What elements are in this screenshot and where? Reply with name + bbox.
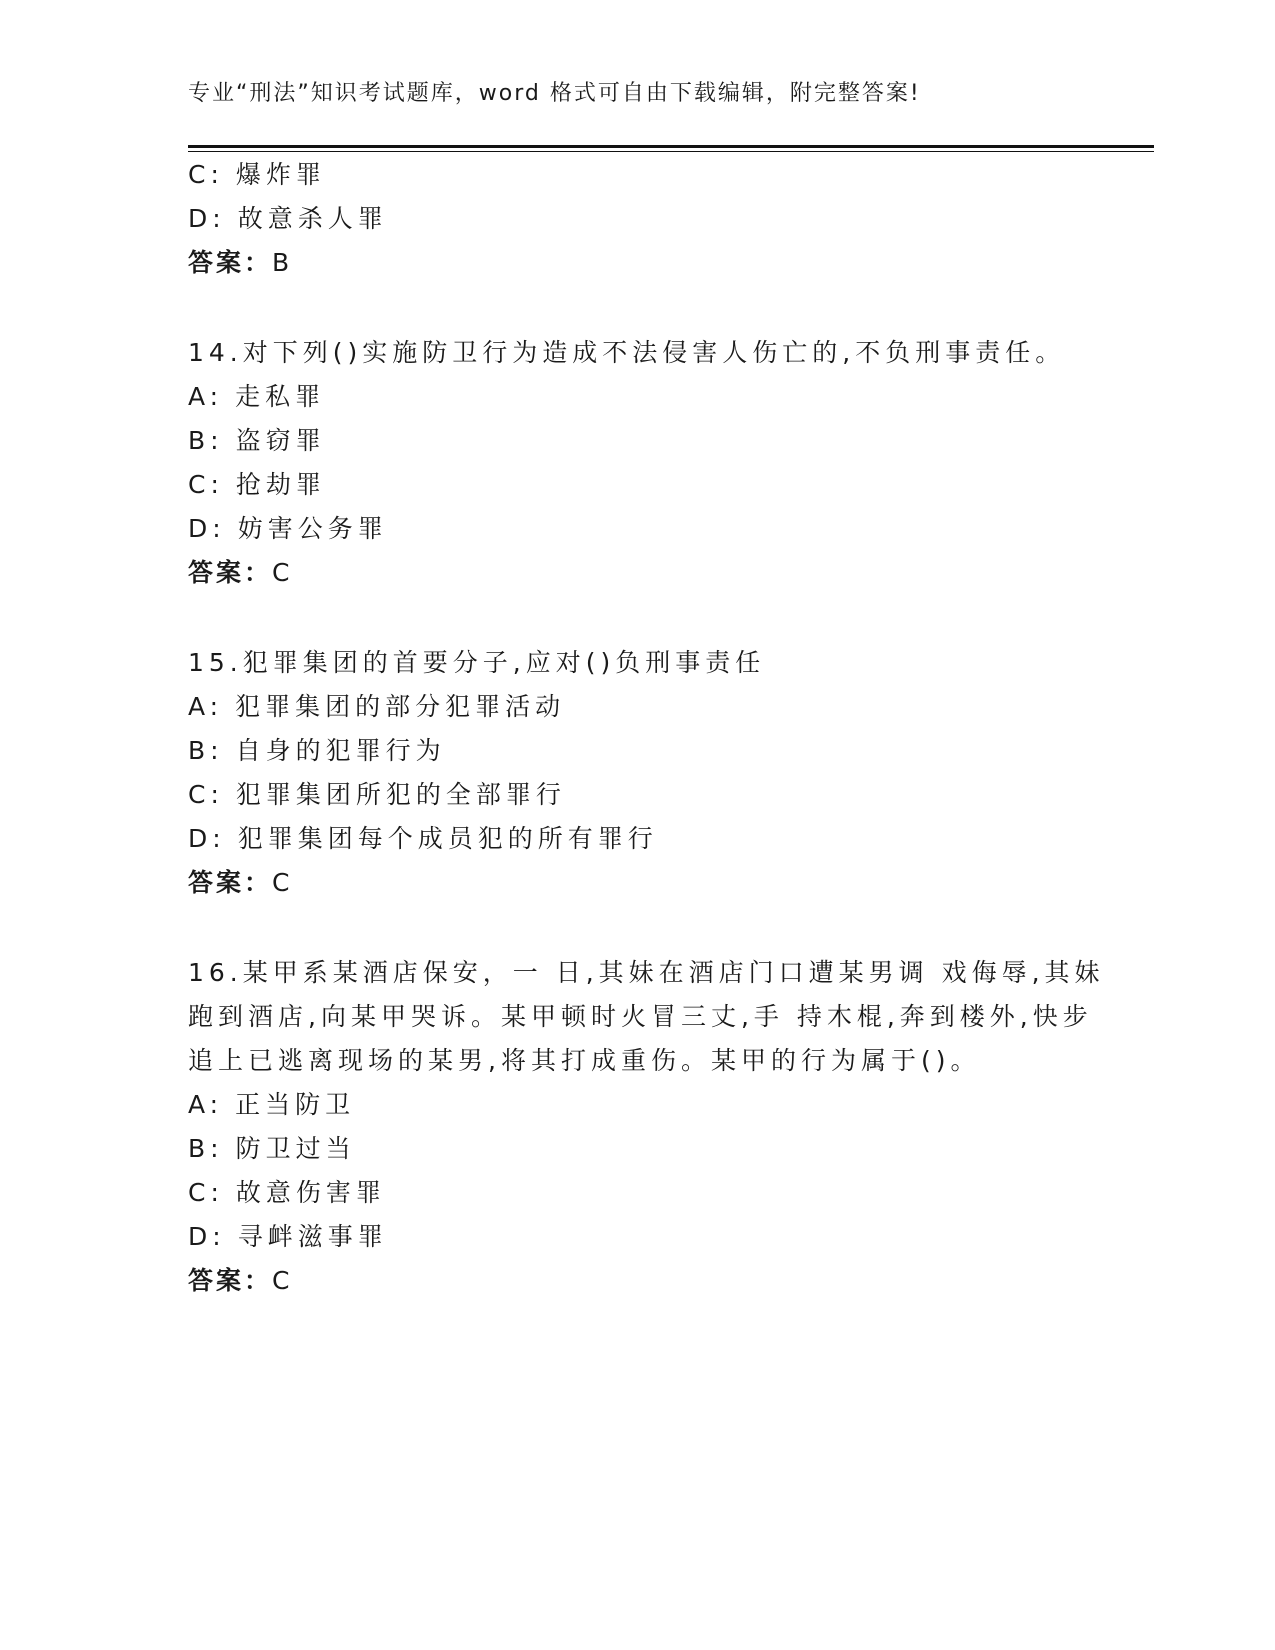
- option-a: [188, 1090, 355, 1120]
- option-label: D:: [188, 824, 226, 853]
- option-a: [188, 692, 565, 722]
- answer-value: C: [272, 558, 293, 587]
- option-label: C:: [188, 470, 224, 499]
- option-text: 故意杀人罪: [237, 204, 388, 233]
- header-rule-thin: [188, 151, 1154, 152]
- answer-line: [188, 1266, 292, 1296]
- option-text: 寻衅滋事罪: [237, 1222, 388, 1251]
- option-label: C:: [188, 780, 224, 809]
- option-b: [188, 736, 446, 766]
- option-text: 防卫过当: [235, 1134, 356, 1163]
- option-label: D:: [188, 1222, 226, 1251]
- answer-value: C: [272, 1266, 293, 1295]
- option-text: 正当防卫: [235, 1090, 356, 1119]
- option-c: [188, 1178, 386, 1208]
- option-d: [188, 514, 388, 544]
- question-stem-line-3: 追上已逃离现场的某男,将其打成重伤。某甲的行为属于()。: [188, 1046, 981, 1075]
- option-label: A:: [188, 382, 224, 411]
- option-d: [188, 204, 388, 234]
- answer-line: [188, 868, 292, 898]
- option-d: [188, 1222, 388, 1252]
- option-text: 爆炸罪: [235, 160, 326, 189]
- option-text: 抢劫罪: [235, 470, 326, 499]
- answer-line: [188, 558, 292, 588]
- question-stem-line-2: 跑到酒店,向某甲哭诉。某甲顿时火冒三丈,手 持木棍,奔到楼外,快步: [188, 1002, 1093, 1031]
- answer-label: 答案：: [188, 868, 273, 897]
- question-stem: 15.犯罪集团的首要分子,应对()负刑事责任: [188, 648, 766, 677]
- answer-line: [188, 248, 292, 278]
- option-label: D:: [188, 514, 226, 543]
- option-label: D:: [188, 204, 226, 233]
- answer-label: 答案：: [188, 558, 273, 587]
- option-b: [188, 426, 326, 456]
- option-text: 犯罪集团每个成员犯的所有罪行: [237, 824, 658, 853]
- option-text: 妨害公务罪: [237, 514, 388, 543]
- option-label: A:: [188, 692, 224, 721]
- option-text: 自身的犯罪行为: [235, 736, 446, 765]
- header-title: 专业“刑法”知识考试题库，word 格式可自由下载编辑，附完整答案!: [188, 81, 921, 106]
- option-text: 犯罪集团所犯的全部罪行: [235, 780, 566, 809]
- option-a: [188, 382, 325, 412]
- answer-label: 答案：: [188, 1266, 273, 1295]
- option-c: [188, 470, 326, 500]
- header-rule-thick: [188, 145, 1154, 148]
- option-label: A:: [188, 1090, 224, 1119]
- option-label: B:: [188, 426, 224, 455]
- question-stem: 14.对下列()实施防卫行为造成不法侵害人伤亡的,不负刑事责任。: [188, 338, 1066, 367]
- answer-value: B: [272, 248, 293, 277]
- question-stem-line-1: 16.某甲系某酒店保安，一 日,其妹在酒店门口遭某男调 戏侮辱,其妹: [188, 958, 1105, 987]
- option-text: 故意伤害罪: [235, 1178, 386, 1207]
- option-d: [188, 824, 658, 854]
- option-text: 走私罪: [235, 382, 326, 411]
- option-label: B:: [188, 1134, 224, 1163]
- option-text: 犯罪集团的部分犯罪活动: [235, 692, 566, 721]
- option-label: C:: [188, 160, 224, 189]
- answer-label: 答案：: [188, 248, 273, 277]
- option-c: [188, 780, 566, 810]
- option-b: [188, 1134, 356, 1164]
- answer-value: C: [272, 868, 293, 897]
- option-label: C:: [188, 1178, 224, 1207]
- option-label: B:: [188, 736, 224, 765]
- option-text: 盗窃罪: [235, 426, 326, 455]
- option-c: [188, 160, 326, 190]
